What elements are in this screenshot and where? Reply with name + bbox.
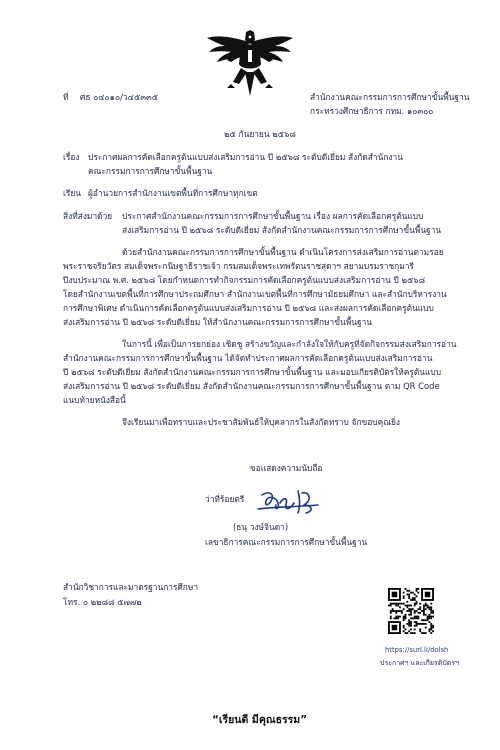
signer-name: (ธนุ วงษ์จินดา) — [233, 522, 289, 532]
enclosure-line: ประกาศสำนักงานคณะกรรมการการศึกษาขั้นพื้นฐาน เรื่อง ผลการคัดเลือกครูต้นแบบ — [122, 211, 424, 221]
footer-phone: โทร. ๐ ๒๒๘๘ ๕๗๗๒ — [63, 597, 142, 607]
subject-label: เรื่อง — [63, 152, 80, 162]
body-line: สำนักงานคณะกรรมการการศึกษาขั้นพื้นฐาน ได้จัดทำประกาศผลการคัดเลือกครูต้นแบบส่งเสริมการอ่าน — [63, 353, 433, 363]
body-line: ด้วยสำนักงานคณะกรรมการการศึกษาขั้นพื้นฐาน ดำเนินโครงการส่งเสริมการอ่านตามรอย — [122, 247, 444, 257]
qr-code-icon[interactable] — [388, 588, 434, 634]
qr-caption: ประกาศฯ และเกียรติบัตรฯ — [380, 659, 460, 667]
enclosure-label: สิ่งที่ส่งมาด้วย — [63, 211, 113, 221]
body-line: การศึกษาพิเศษ ดำเนินการคัดเลือกครูต้นแบบส่งเสริมการอ่าน ปี ๒๕๖๘ และส่งผลการคัดเลือกครูต้นแบบ — [63, 303, 434, 313]
body-line: จึงเรียนมาเพื่อทราบและประชาสัมพันธ์ให้บุคลากรในสังกัดทราบ จักขอบคุณยิ่ง — [122, 417, 400, 427]
body-line: ในการนี้ เพื่อเป็นการยกย่อง เชิดชู สร้างขวัญและกำลังใจให้กับครูที่จัดกิจกรรมส่งเสริมการอ่าน — [122, 339, 457, 349]
issuing-agency: สำนักงานคณะกรรมการการศึกษาขั้นพื้นฐาน — [310, 92, 470, 102]
garuda-emblem-icon — [205, 30, 295, 100]
body-line: โดยสำนักงานเขตพื้นที่การศึกษาประถมศึกษา สำนักงานเขตพื้นที่การศึกษามัธยมศึกษา และสำนักบริหารงาน — [63, 289, 447, 299]
subject-line: คณะกรรมการการศึกษาขั้นพื้นฐาน — [88, 166, 213, 176]
body-line: ส่งเสริมการอ่าน ปี ๒๕๖๘ ระดับดีเยี่ยม สังกัดสำนักงานคณะกรรมการการศึกษาขั้นพื้นฐาน ตาม QR Code — [63, 381, 440, 391]
body-line: พระราชจริยวัตร สมเด็จพระกนิษฐาธิราชเจ้า กรมสมเด็จพระเทพรัตนราชสุดาฯ สยามบรมราชกุมารี — [63, 261, 414, 271]
doc-number-label: ที่ — [63, 92, 69, 102]
signer-position: เลขาธิการคณะกรรมการการศึกษาขั้นพื้นฐาน — [205, 537, 368, 547]
motto: “เรียนดี มีคุณธรรม” — [212, 714, 308, 726]
subject-line: ประกาศผลการคัดเลือกครูต้นแบบส่งเสริมการอ่าน ปี ๒๕๖๘ ระดับดีเยี่ยม สังกัดสำนักงาน — [88, 152, 403, 162]
body-line: ปี ๒๕๖๘ ระดับดีเยี่ยม สังกัดสำนักงานคณะกรรมการการศึกษาขั้นพื้นฐาน และมอบเกียรติบัตรให้ครูต้นแบบ — [63, 367, 442, 377]
recipient-label: เรียน — [63, 188, 81, 198]
recipient-text: ผู้อำนวยการสำนักงานเขตพื้นที่การศึกษาทุกเขต — [88, 188, 258, 198]
signer-rank: ว่าที่ร้อยตรี — [205, 494, 245, 504]
footer-office: สำนักวิชาการและมาตรฐานการศึกษา — [63, 582, 199, 592]
enclosure-line: ส่งเสริมการอ่าน ปี ๒๕๖๘ ระดับดีเยี่ยม สังกัดสำนักงานคณะกรรมการการศึกษาขั้นพื้นฐาน — [122, 225, 442, 235]
letter-date: ๒๕ กันยายน ๒๕๖๘ — [224, 129, 296, 139]
body-line: แนบท้ายหนังสือนี้ — [63, 395, 126, 405]
agency-address: กระทรวงศึกษาธิการ กทม. ๑๐๓๐๐ — [310, 106, 434, 116]
closing-regards: ขอแสดงความนับถือ — [250, 463, 323, 473]
body-line: ปีงบประมาณ พ.ศ. ๒๕๖๘ โดยกำหนดการทำกิจกรรมการคัดเลือกครูต้นแบบส่งเสริมการอ่าน ปี ๒๕๖๘ — [63, 275, 426, 285]
handwritten-signature — [254, 485, 324, 517]
body-line: ส่งเสริมการอ่าน ปี ๒๕๖๘ ระดับดีเยี่ยม ให้สำนักงานคณะกรรมการการศึกษาขั้นพื้นฐาน — [63, 317, 373, 327]
qr-link[interactable]: https://surl.li/dolsh — [385, 646, 449, 654]
doc-number: ศธ ๐๔๐๑๐/ว๔๕๓๓๕ — [80, 92, 159, 102]
